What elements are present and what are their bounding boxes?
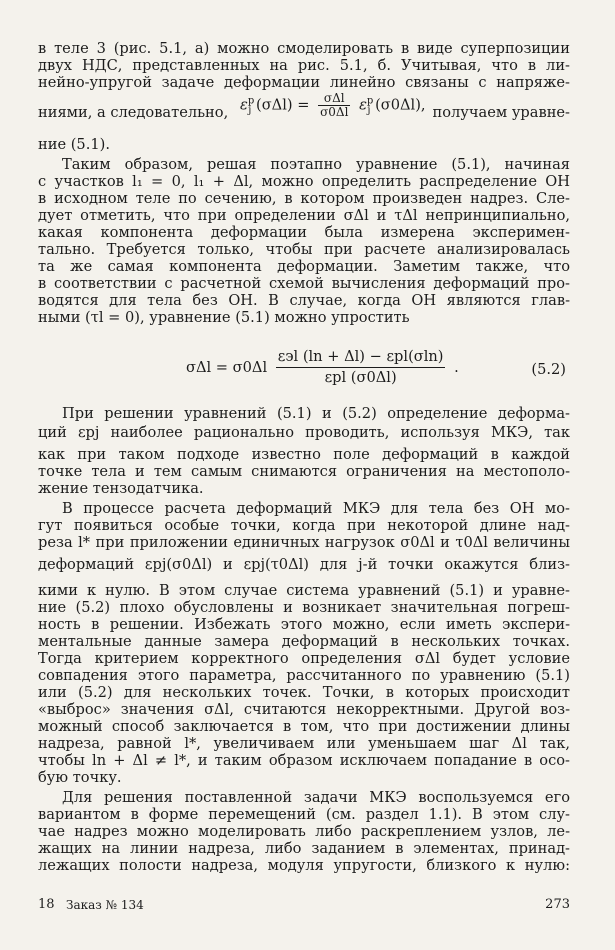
text-line: Тогда критерием корректного определения σΔl будет условие <box>38 650 570 667</box>
print-order: Заказ № 134 <box>66 898 144 912</box>
text-line: чае надрез можно моделировать либо раскреплением узлов, ле- <box>38 823 570 840</box>
formula-part: p <box>247 95 255 107</box>
text-fragment: ниями, а следовательно, <box>38 104 229 121</box>
text-line: тально. Требуется только, чтобы при расчете анализировалась <box>38 241 570 258</box>
fraction <box>276 347 446 388</box>
formula-part: p <box>366 95 374 107</box>
text-line: надреза, равной l*, увеличиваем или уменьшаем шаг Δl так, <box>38 735 570 752</box>
text-line: можный способ заключается в том, что при достижении длины <box>38 718 570 735</box>
text-line: ций εpj наиболее рационально проводить, используя МКЭ, так <box>38 424 570 441</box>
formula-part: j <box>248 105 252 117</box>
text-line: бую точку. <box>38 769 122 786</box>
text-line: нейно-упругой задаче деформации линейно связаны с напряже- <box>38 74 570 91</box>
text-fragment: получаем уравне- <box>432 104 570 121</box>
text-line: ментальные данные замера деформаций в нескольких точках. <box>38 633 570 650</box>
fraction-denominator: εpl (σ0Δl) <box>324 369 397 386</box>
equation-lhs: σΔl = σ0Δl <box>186 359 268 376</box>
text-line: как при таком подходе известно поле деформаций в каждой <box>38 446 570 463</box>
formula-part: (σΔl) = <box>256 96 310 114</box>
text-line: Для решения поставленной задачи МКЭ воспользуемся его <box>62 789 570 806</box>
text-line: Таким образом, решая поэтапно уравнение (5.1), начиная <box>62 156 570 173</box>
text-line: ными (τl = 0), уравнение (5.1) можно упростить <box>38 309 410 326</box>
text-line: в теле 3 (рис. 5.1, а) можно смоделировать в виде суперпозиции <box>38 40 570 57</box>
inline-formula <box>240 92 426 119</box>
page-footer <box>38 897 570 915</box>
text-line: двух НДС, представленных на рис. 5.1, б. Учитывая, что в ли- <box>38 57 570 74</box>
signature-number: 18 <box>38 897 55 912</box>
text-line: совпадения этого параметра, рассчитанного по уравнению (5.1) <box>38 667 570 684</box>
text-line: жащих на линии надреза, либо заданием в элементах, принад- <box>38 840 570 857</box>
fraction-numerator: εэl (ln + Δl) − εpl(σln) <box>276 347 446 368</box>
text-line: жение тензодатчика. <box>38 480 204 497</box>
text-line: та же самая компонента деформации. Заметим также, что <box>38 258 570 275</box>
fraction-numerator: σΔl <box>318 92 350 106</box>
text-line: водятся для тела без ОН. В случае, когда ОН являются глав- <box>38 292 570 309</box>
text-line: вариантом в форме перемещений (см. раздел 1.1). В этом слу- <box>38 806 570 823</box>
text-line: кими к нулю. В этом случае система уравнений (5.1) и уравне- <box>38 582 570 599</box>
fraction <box>318 92 350 119</box>
text-line: ность в решении. Избежать этого можно, если иметь экспери- <box>38 616 570 633</box>
text-line: ние (5.1). <box>38 136 110 153</box>
formula-part: j <box>367 105 371 117</box>
display-equation <box>38 345 570 403</box>
text-line: дует отметить, что при определении σΔl и τΔl непринципиально, <box>38 207 570 224</box>
text-line: В процессе расчета деформаций МКЭ для тела без ОН мо- <box>62 500 570 517</box>
formula-part: ε <box>240 96 248 114</box>
text-line: в исходном теле по сечению, в котором произведен надрез. Сле- <box>38 190 570 207</box>
text-line: деформаций εpj(σ0Δl) и εpj(τ0Δl) для j-й точки окажутся близ- <box>38 556 570 573</box>
text-line: в соответствии с расчетной схемой вычисления деформаций про- <box>38 275 570 292</box>
text-line: чтобы ln + Δl ≠ l*, и таким образом исключаем попадание в осо- <box>38 752 570 769</box>
text-line: точке тела и тем самым снимаются ограничения на местополо- <box>38 463 570 480</box>
text-line: лежащих полости надреза, модуля упругости, близкого к нулю: <box>38 857 570 874</box>
text-line: «выброс» значения σΔl, считаются некорректными. Другой воз- <box>38 701 570 718</box>
text-line: ние (5.2) плохо обусловлены и возникает значительная погреш- <box>38 599 570 616</box>
text-line: При решении уравнений (5.1) и (5.2) определение деформа- <box>62 405 570 422</box>
formula-part: ε <box>359 96 367 114</box>
page-number: 273 <box>545 897 570 912</box>
equation-tail: . <box>454 359 459 376</box>
text-line: или (5.2) для нескольких точек. Точки, в которых происходит <box>38 684 570 701</box>
text-line: с участков l₁ = 0, l₁ + Δl, можно определить распределение ОН <box>38 173 570 190</box>
formula-part: (σ0Δl), <box>375 96 426 114</box>
text-line: гут появиться особые точки, когда при некоторой длине над- <box>38 517 570 534</box>
equation-number: (5.2) <box>531 361 566 378</box>
text-line: реза l* при приложении единичных нагрузок σ0Δl и τ0Δl величины <box>38 534 570 551</box>
text-line: какая компонента деформации была измерена эксперимен- <box>38 224 570 241</box>
fraction-denominator: σ0Δl <box>320 105 349 119</box>
equation-body <box>186 347 459 388</box>
inline-equation-line <box>38 92 570 132</box>
